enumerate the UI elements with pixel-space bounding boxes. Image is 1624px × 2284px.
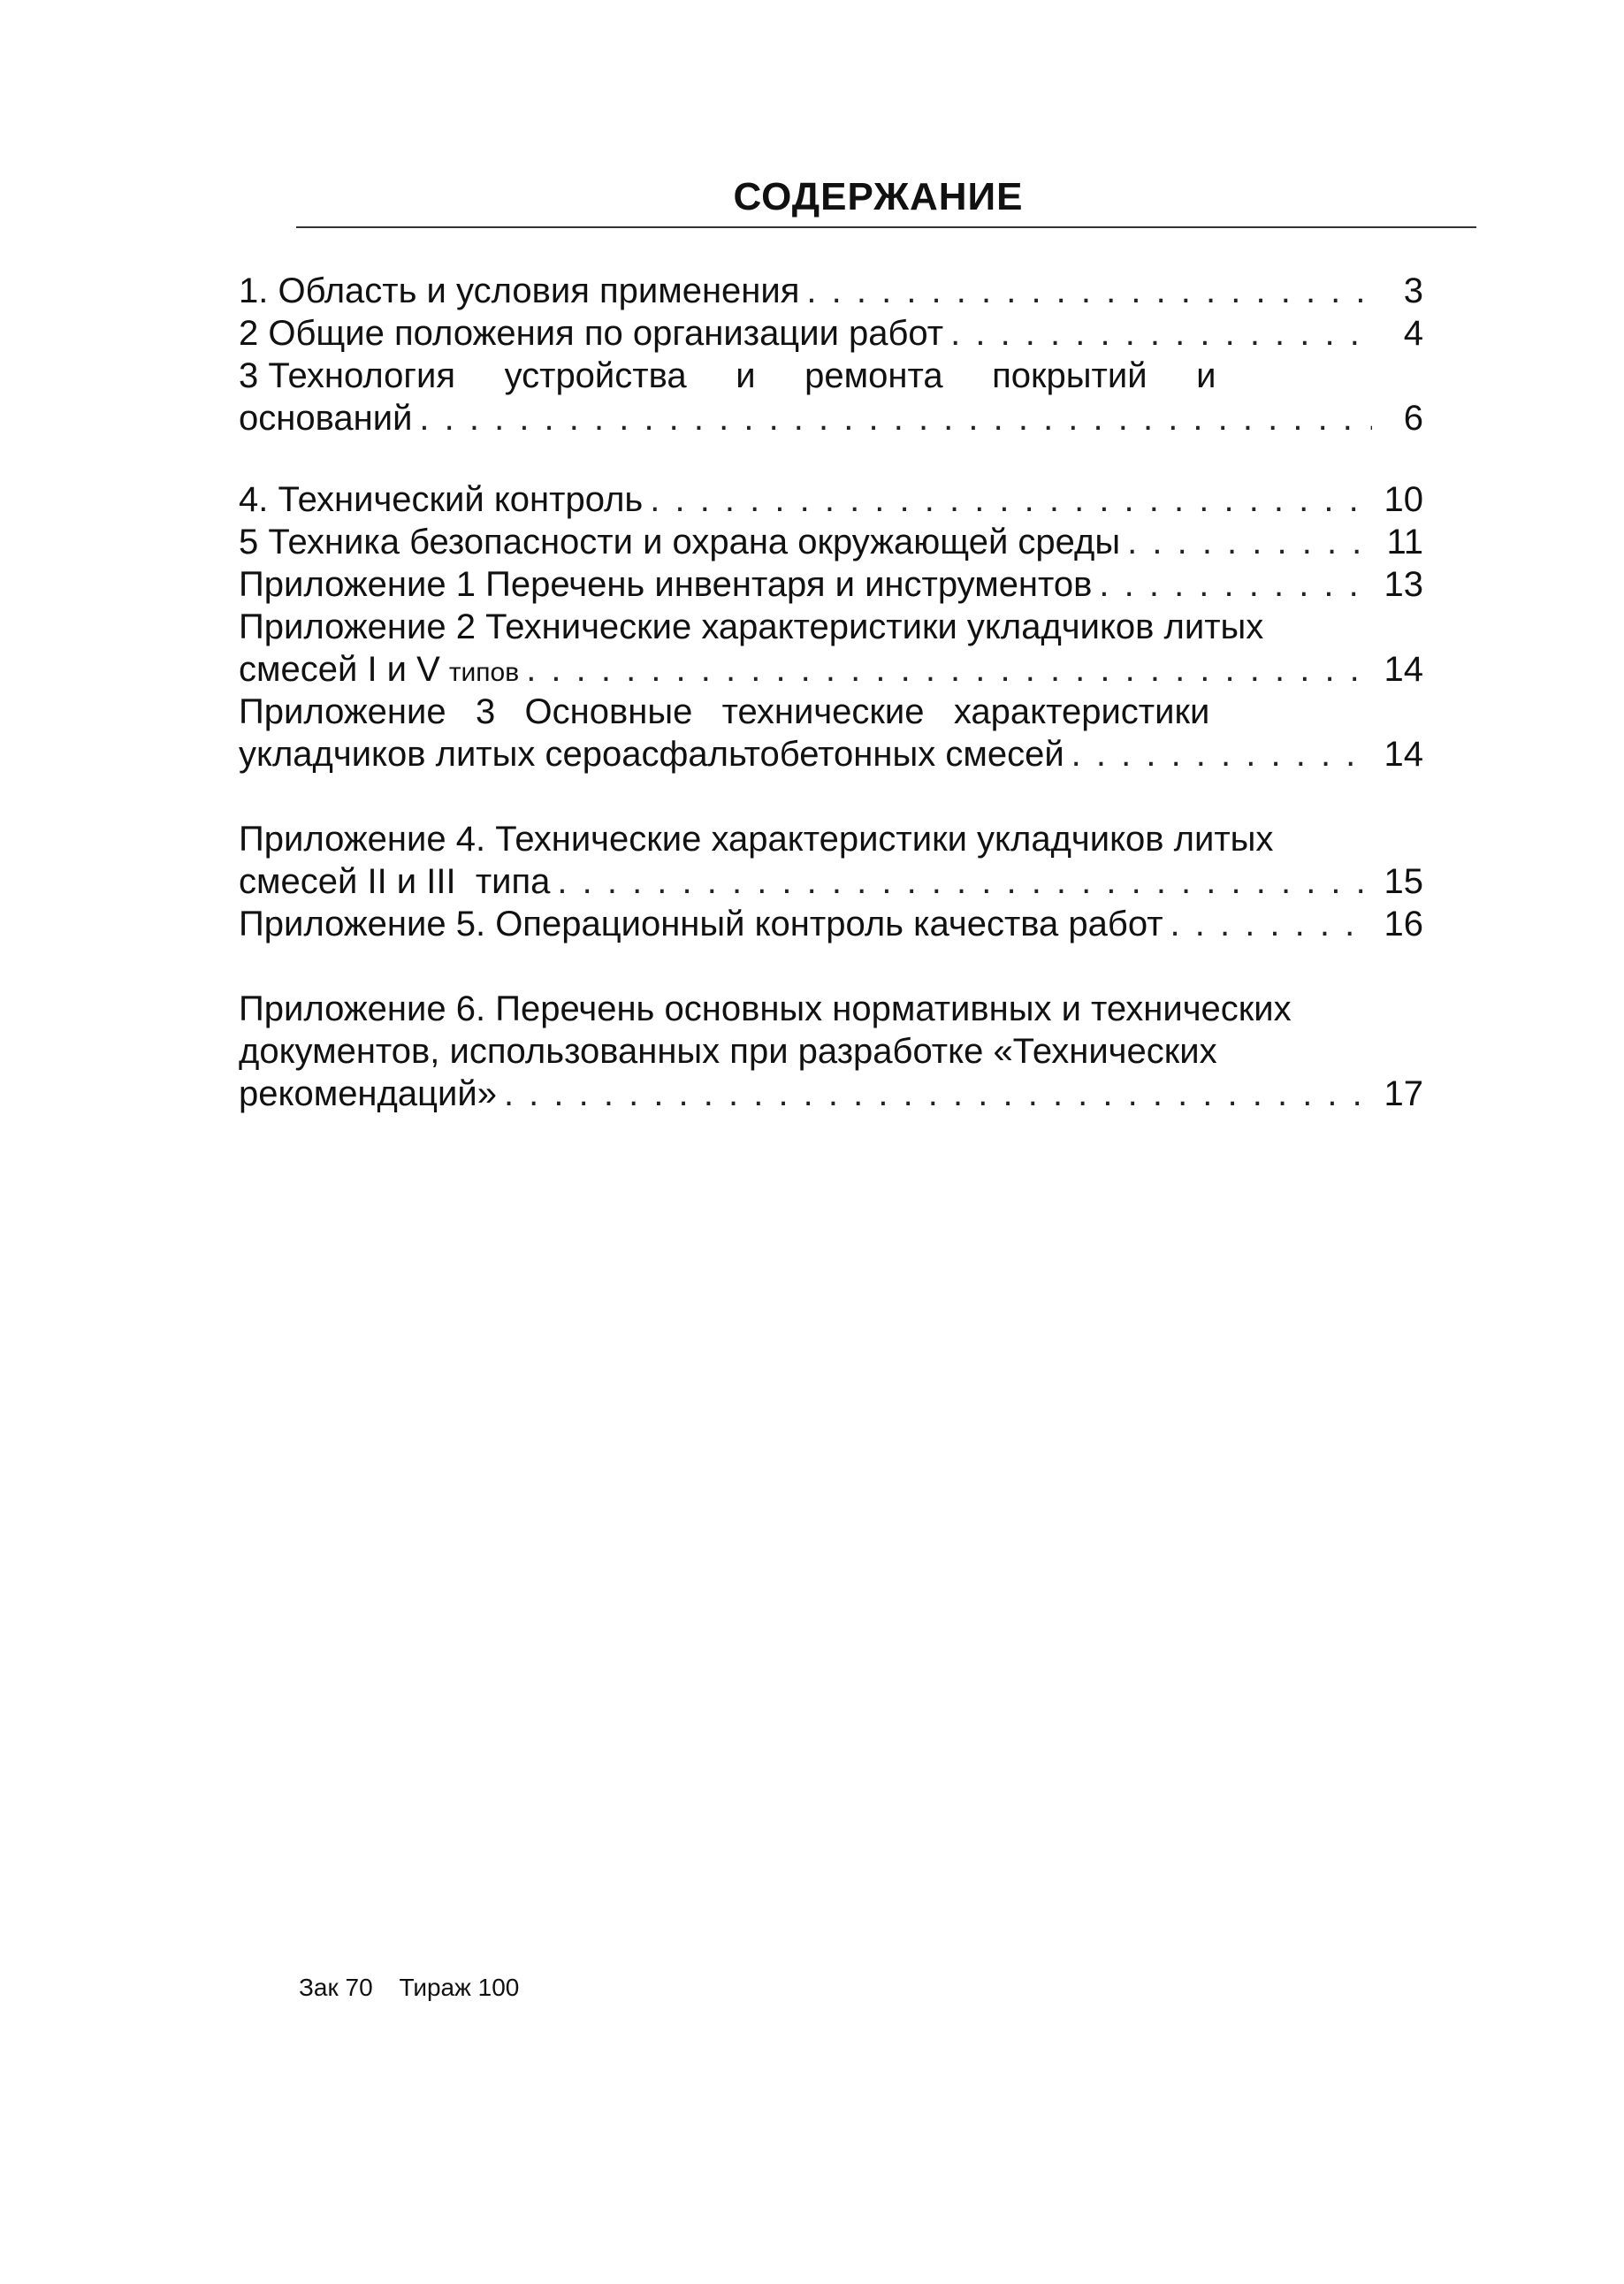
- toc-entry-title-continued: укладчиков литых сероасфальтобетонных смесей: [239, 735, 1064, 774]
- toc-line: [239, 988, 1423, 1030]
- dot-leader: [1127, 521, 1372, 563]
- toc-line: [239, 1073, 1423, 1115]
- print-footer: [299, 1974, 519, 2002]
- toc-line: [239, 733, 1423, 775]
- toc-line: [239, 355, 1423, 397]
- table-of-contents: [239, 270, 1423, 1115]
- toc-page-number: 4: [1403, 314, 1423, 353]
- toc-entry[interactable]: [239, 312, 1423, 355]
- toc-page-number: 15: [1384, 862, 1423, 901]
- toc-entry[interactable]: [239, 988, 1423, 1115]
- title-underline: [296, 226, 1476, 228]
- dot-leader: [557, 860, 1372, 903]
- toc-page-number: 6: [1403, 399, 1423, 438]
- toc-page-number: 11: [1386, 523, 1423, 561]
- toc-page-number: 10: [1384, 480, 1423, 519]
- dot-leader: [650, 478, 1372, 521]
- toc-line: [239, 1030, 1423, 1073]
- toc-entry-title: 3 Технология устройства и ремонта покрытий и: [239, 356, 1216, 395]
- toc-entry-title: 2 Общие положения по организации работ: [239, 314, 944, 353]
- toc-line: [239, 270, 1423, 312]
- toc-page-number: 13: [1384, 565, 1423, 604]
- page-title: СОДЕРЖАНИЕ: [733, 175, 1024, 218]
- toc-page-number: 14: [1384, 650, 1423, 689]
- toc-entry[interactable]: [239, 355, 1423, 439]
- toc-entry[interactable]: [239, 563, 1423, 606]
- toc-entry-title: Приложение 3 Основные технические характеристики: [239, 692, 1210, 731]
- toc-page-number: 14: [1384, 735, 1423, 774]
- toc-entry[interactable]: [239, 691, 1423, 775]
- toc-entry-title: 1. Область и условия применения: [239, 271, 800, 310]
- toc-entry[interactable]: [239, 270, 1423, 312]
- toc-line: [239, 397, 1423, 439]
- toc-entry-title: Приложение 6. Перечень основных нормативных и технических: [239, 989, 1292, 1028]
- toc-entry-title-continued: рекомендаций»: [239, 1074, 497, 1113]
- toc-entry-title-small: типов: [448, 658, 520, 687]
- toc-line: [239, 648, 1423, 691]
- toc-entry-title: 5 Техника безопасности и охрана окружающей среды: [239, 523, 1121, 561]
- toc-entry-title: Приложение 1 Перечень инвентаря и инструментов: [239, 565, 1093, 604]
- section-gap: [239, 439, 1423, 478]
- toc-entry-title: Приложение 4. Технические характеристики укладчиков литых: [239, 820, 1274, 859]
- dot-leader: [1071, 733, 1372, 775]
- dot-leader: [526, 648, 1372, 691]
- toc-entry[interactable]: [239, 521, 1423, 563]
- dot-leader: [806, 270, 1372, 312]
- toc-entry-title-continued: документов, использованных при разработке «Технических: [239, 1032, 1217, 1071]
- section-gap: [239, 945, 1423, 988]
- toc-entry[interactable]: [239, 606, 1423, 691]
- toc-entry-title: Приложение 2 Технические характеристики укладчиков литых: [239, 607, 1264, 646]
- dot-leader: [1099, 563, 1372, 606]
- toc-line: [239, 860, 1423, 903]
- toc-entry-title: Приложение 5. Операционный контроль качества работ: [239, 905, 1163, 943]
- toc-entry-title: 4. Технический контроль: [239, 480, 644, 519]
- toc-line: [239, 312, 1423, 355]
- toc-page-number: 16: [1384, 905, 1423, 943]
- toc-line: [239, 563, 1423, 606]
- toc-line: [239, 478, 1423, 521]
- toc-page-number: 17: [1384, 1074, 1423, 1113]
- toc-line: [239, 818, 1423, 860]
- toc-entry[interactable]: [239, 818, 1423, 903]
- dot-leader: [504, 1073, 1372, 1115]
- toc-line: [239, 691, 1423, 733]
- toc-entry-title-continued: смесей II и III типа: [239, 862, 551, 901]
- toc-line: [239, 903, 1423, 945]
- print-run: Тираж 100: [399, 1974, 520, 2001]
- toc-entry-title-continued: оснований: [239, 399, 413, 438]
- toc-entry-title-continued: смесей I и V: [239, 650, 440, 689]
- toc-entry[interactable]: [239, 903, 1423, 945]
- section-gap: [239, 775, 1423, 818]
- dot-leader: [950, 312, 1372, 355]
- toc-page-number: 3: [1403, 271, 1423, 310]
- toc-line: [239, 606, 1423, 648]
- dot-leader: [419, 397, 1372, 439]
- toc-entry[interactable]: [239, 478, 1423, 521]
- toc-line: [239, 521, 1423, 563]
- dot-leader: [1170, 903, 1372, 945]
- order-number: Зак 70: [299, 1974, 373, 2001]
